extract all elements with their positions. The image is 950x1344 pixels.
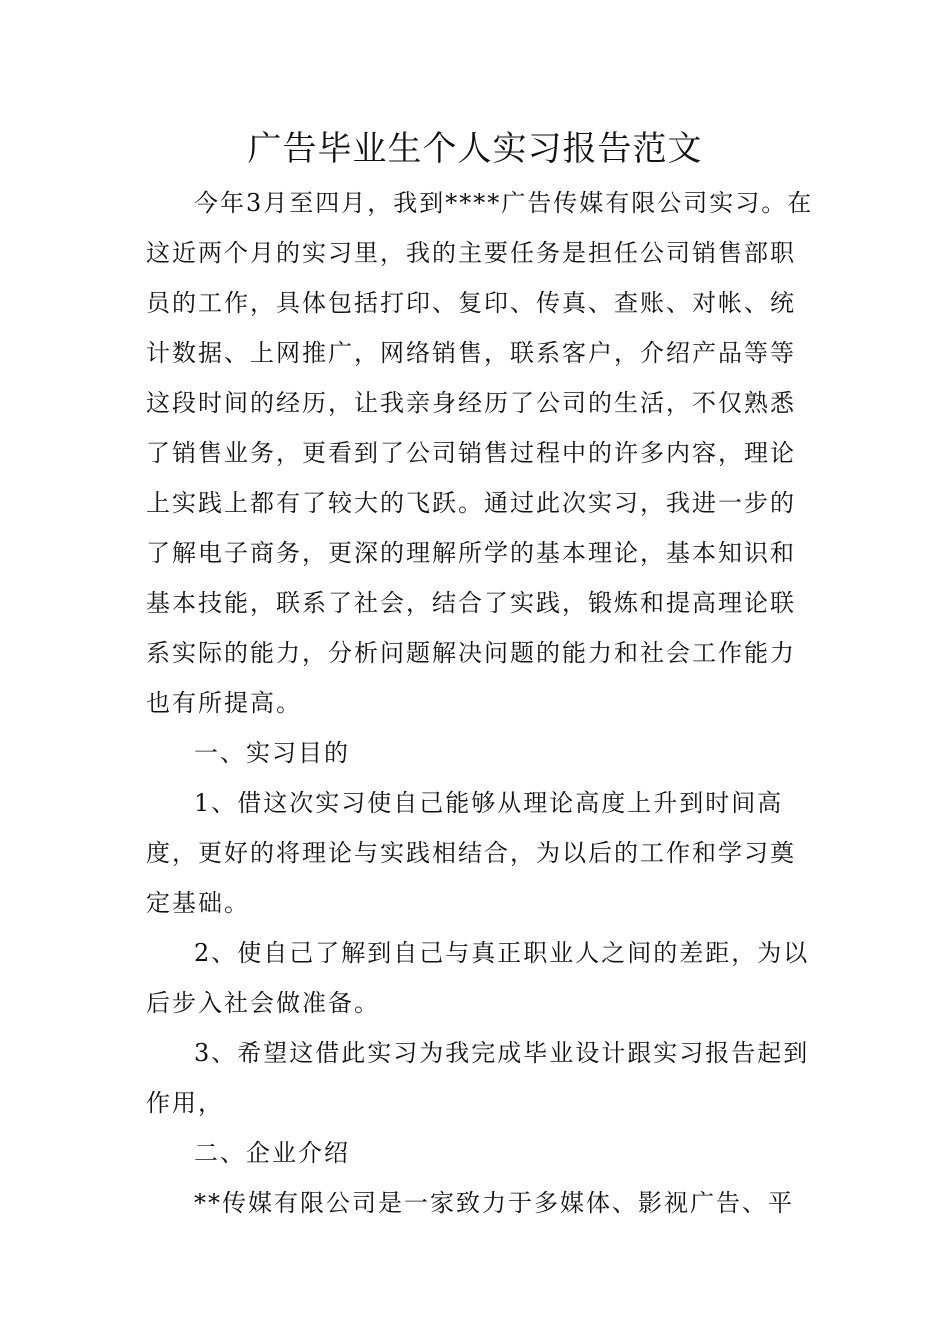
document-title: 广告毕业生个人实习报告范文 xyxy=(247,129,703,169)
heading-internship-purpose: 一、实习目的 xyxy=(194,739,350,767)
document-body xyxy=(146,178,816,1228)
heading-company-intro: 二、企业介绍 xyxy=(194,1139,350,1167)
paragraph-company-intro: **传媒有限公司是一家致力于多媒体、影视广告、平 xyxy=(194,1189,794,1217)
paragraph-intro: 今年3月至四月，我到****广告传媒有限公司实习。在这近两个月的实习里，我的主要任务是担任公司销售部职员的工作，具体包括打印、复印、传真、查账、对帐、统计数据、上网推广，网络销售，联系客户，介绍产品等等这段时间的经历，让我亲身经历了公司的生活，不仅熟悉了销售业务，更看到了公司销售过程中的许多内容，理论上实践上都有了较大的飞跃。通过此次实习，我进一步的了解电子商务，更深的理解所学的基本理论，基本知识和基本技能，联系了社会，结合了实践，锻炼和提高理论联系实际的能力，分析问题解决问题的能力和社会工作能力也有所提高。 xyxy=(146,189,814,717)
paragraph-purpose-1: 1、借这次实习使自己能够从理论高度上升到时间高度，更好的将理论与实践相结合，为以后的工作和学习奠定基础。 xyxy=(146,789,796,917)
paragraph-purpose-2: 2、使自己了解到自己与真正职业人之间的差距，为以后步入社会做准备。 xyxy=(146,939,810,1017)
paragraph-purpose-3: 3、希望这借此实习为我完成毕业设计跟实习报告起到作用， xyxy=(146,1039,810,1117)
